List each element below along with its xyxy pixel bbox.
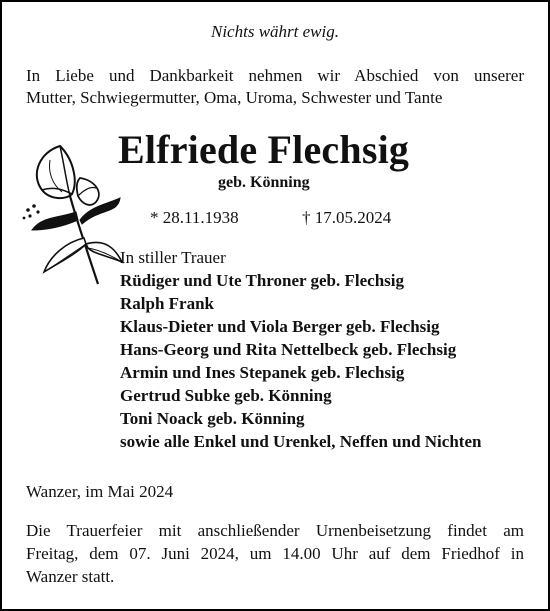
- mourner-line: Klaus-Dieter und Viola Berger geb. Flechsig: [120, 317, 440, 336]
- death-date: † 17.05.2024: [302, 208, 392, 227]
- funeral-line-2: Freitag, dem 07. Juni 2024, um 14.00 Uhr auf dem Friedhof in: [26, 544, 524, 563]
- lily-icon: [20, 138, 124, 286]
- deceased-name: Elfriede Flechsig: [118, 127, 410, 172]
- mourner-line: Toni Noack geb. Könning: [120, 409, 305, 428]
- mourner-line: Rüdiger und Ute Throner geb. Flechsig: [120, 271, 404, 290]
- funeral-info: [26, 519, 524, 588]
- intro-line-1: In Liebe und Dankbarkeit nehmen wir Abschied von unserer: [26, 66, 524, 85]
- place-date: Wanzer, im Mai 2024: [26, 482, 174, 501]
- funeral-line-3: Wanzer statt.: [26, 567, 115, 586]
- birth-date: * 28.11.1938: [150, 208, 239, 227]
- life-dates: [150, 208, 392, 228]
- mourners-list: [120, 246, 481, 453]
- mourner-line: Ralph Frank: [120, 294, 214, 313]
- mourner-line: sowie alle Enkel und Urenkel, Neffen und Nichten: [120, 432, 482, 451]
- mourners-heading: In stiller Trauer: [120, 248, 226, 267]
- maiden-name: geb. Könning: [218, 174, 310, 191]
- funeral-line-1: Die Trauerfeier mit anschließender Urnenbeisetzung findet am: [26, 521, 524, 540]
- mourner-line: Hans-Georg und Rita Nettelbeck geb. Flechsig: [120, 340, 457, 359]
- mourner-line: Armin und Ines Stepanek geb. Flechsig: [120, 363, 405, 382]
- motto: Nichts währt ewig.: [211, 22, 339, 41]
- intro-line-2: Mutter, Schwiegermutter, Oma, Uroma, Schwester und Tante: [26, 88, 443, 107]
- mourner-line: Gertrud Subke geb. Könning: [120, 386, 332, 405]
- intro-text: [26, 65, 524, 109]
